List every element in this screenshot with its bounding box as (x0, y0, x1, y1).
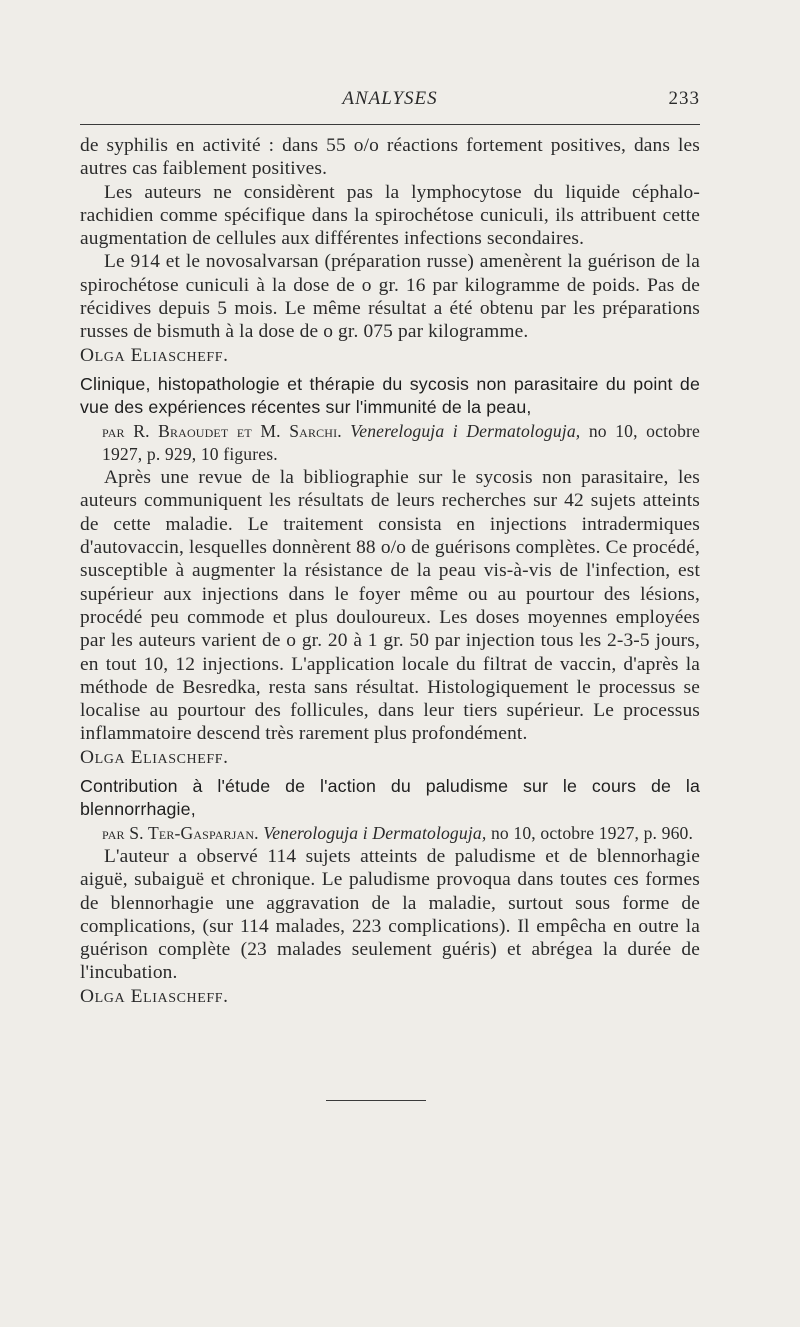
page-number: 233 (668, 88, 700, 109)
intro-paragraph-2: Les auteurs ne considèrent pas la lymphocytose du liquide céphalo-rachidien comme spécifique dans la spirochétose cuniculi, ils attribuent cette augmentation de cellules aux différentes infections secondaires. (80, 181, 700, 250)
signature-name: Olga Eliascheff. (80, 344, 229, 366)
article-1-reference (80, 420, 700, 467)
running-header (80, 88, 700, 112)
article-2-signature (80, 985, 700, 1008)
article-1-journal: Venereloguja i Dermatologuja, (350, 420, 581, 441)
article-1-heading (80, 373, 700, 466)
intro-paragraph-1: de syphilis en activité : dans 55 o/o réactions fortement positives, dans les autres cas faiblement positives. (80, 135, 700, 180)
article-1-body: Après une revue de la bibliographie sur le sycosis non parasitaire, les auteurs communiquent les résultats de leurs recherches sur 42 sujets atteints de cette maladie. Le traitement consista en injections intradermiques d'autovaccin, lesquelles donnèrent 88 o/o de guérisons complètes. Ce procédé, susceptible à augmenter la résistance de la peau vis-à-vis de l'infection, est supérieur aux injections dans le foyer même ou au pourtour des lésions, procédé peu commode et plus douloureux. Les doses moyennes employées par les auteurs varient de o gr. 20 à 1 gr. 50 par injection tous les 2-3-5 jours, en tout 10, 12 injections. L'application locale du filtrat de vaccin, d'après la méthode de Besredka, resta sans résultat. Histologiquement le processus se localise au pourtour des follicules, dans leur tiers supérieur. Le processus inflammatoire descend très rarement plus profondément. (80, 467, 700, 745)
page-body (80, 134, 700, 1008)
intro-signature (80, 344, 700, 367)
article-2-title: Contribution à l'étude de l'action du paludisme sur le cours de la blennorrhagie, (80, 776, 700, 820)
signature-name: Olga Eliascheff. (80, 746, 229, 768)
article-2-authors: par S. Ter-Gasparjan. (102, 822, 259, 843)
article-2-journal: Venerologuja i Dermatologuja, (263, 822, 487, 843)
article-1-title: Clinique, histopathologie et thérapie du sycosis non parasitaire du point de vue des expériences récentes sur l'immunité de la peau, (80, 373, 700, 418)
running-title: ANALYSES (342, 88, 438, 109)
article-2-heading (80, 775, 700, 845)
header-rule (80, 124, 700, 125)
article-1-signature (80, 746, 700, 769)
signature-name: Olga Eliascheff. (80, 985, 229, 1007)
article-2-body: L'auteur a observé 114 sujets atteints de paludisme et de blennorhagie aiguë, subaiguë et chronique. Le paludisme provoqua dans toutes ces formes de blennorhagie une aggravation de la maladie, surtout sous forme de complications, (sur 114 malades, 223 complications). Il empêcha en outre la guérison complète (23 malades seulement guéris) et abrégea la durée de l'incubation. (80, 845, 700, 984)
article-1-citation: no 10, octobre 1927, p. 929, 10 figures. (102, 420, 700, 464)
intro-paragraph-3: Le 914 et le novosalvarsan (préparation russe) amenèrent la guérison de la spirochétose cuniculi à la dose de o gr. 16 par kilogramme de poids. Pas de récidives depuis 5 mois. Le même résultat a été obtenu par les préparations russes de bismuth à la dose de o gr. 075 par kilogramme. (80, 251, 700, 343)
article-2-reference (80, 822, 700, 845)
article-2-citation: no 10, octobre 1927, p. 960. (490, 822, 694, 843)
article-1-authors: par R. Braoudet et M. Sarchi. (102, 420, 342, 441)
closing-rule (326, 1100, 426, 1101)
